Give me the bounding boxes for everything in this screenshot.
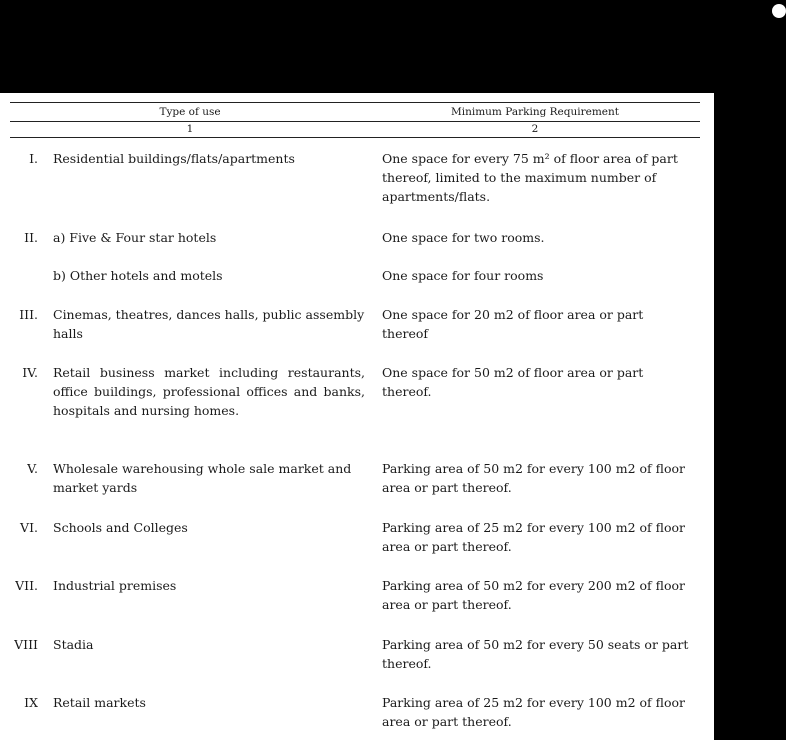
row-number: V. [27, 461, 38, 476]
row-number: III. [19, 307, 38, 322]
type-of-use: Cinemas, theatres, dances halls, public assembly halls [53, 307, 365, 341]
type-of-use: Industrial premises [53, 578, 177, 593]
document-page [0, 93, 714, 740]
parking-requirement: Parking area of 50 m2 for every 100 m2 of floor area or part thereof. [382, 461, 685, 495]
parking-requirement: Parking area of 25 m2 for every 100 m2 of floor area or part thereof. [382, 695, 685, 729]
header-minimum-requirement: Minimum Parking Requirement [450, 106, 619, 118]
parking-requirement: One space for two rooms. [382, 230, 545, 245]
row-number: VIII [14, 637, 38, 652]
row-number: IV. [22, 365, 38, 380]
row-number: IX [24, 695, 38, 710]
type-of-use: Stadia [53, 637, 94, 652]
parking-requirement: One space for four rooms [382, 268, 544, 283]
header-rule [10, 121, 700, 122]
row-number: VI. [20, 520, 38, 535]
parking-requirement: Parking area of 50 m2 for every 50 seats or part thereof. [382, 637, 689, 671]
row-number: I. [29, 151, 38, 166]
type-of-use: Residential buildings/flats/apartments [53, 151, 295, 166]
parking-requirement: One space for 50 m2 of floor area or part thereof. [382, 365, 644, 399]
parking-requirement: One space for every 75 m² of floor area of part thereof, limited to the maximum number of apartments/flats. [382, 151, 678, 204]
type-of-use: Retail business market including restaurants, office buildings, professional offices and banks, hospitals and nursing homes. [53, 365, 365, 418]
top-rule [10, 102, 700, 103]
corner-dot [772, 4, 786, 18]
type-of-use: a) Five & Four star hotels [53, 230, 217, 245]
header-bottom-rule [10, 137, 700, 138]
header-col-2: 2 [531, 123, 539, 135]
type-of-use: b) Other hotels and motels [53, 268, 223, 283]
type-of-use: Retail markets [53, 695, 146, 710]
header-col-1: 1 [186, 123, 194, 135]
type-of-use: Schools and Colleges [53, 520, 188, 535]
row-number: VII. [15, 578, 38, 593]
parking-requirement: Parking area of 25 m2 for every 100 m2 of floor area or part thereof. [382, 520, 685, 554]
parking-requirement: Parking area of 50 m2 for every 200 m2 of floor area or part thereof. [382, 578, 685, 612]
row-number: II. [24, 230, 38, 245]
parking-requirement: One space for 20 m2 of floor area or part thereof [382, 307, 644, 341]
header-type-of-use: Type of use [159, 106, 221, 118]
type-of-use: Wholesale warehousing whole sale market and market yards [53, 461, 352, 495]
